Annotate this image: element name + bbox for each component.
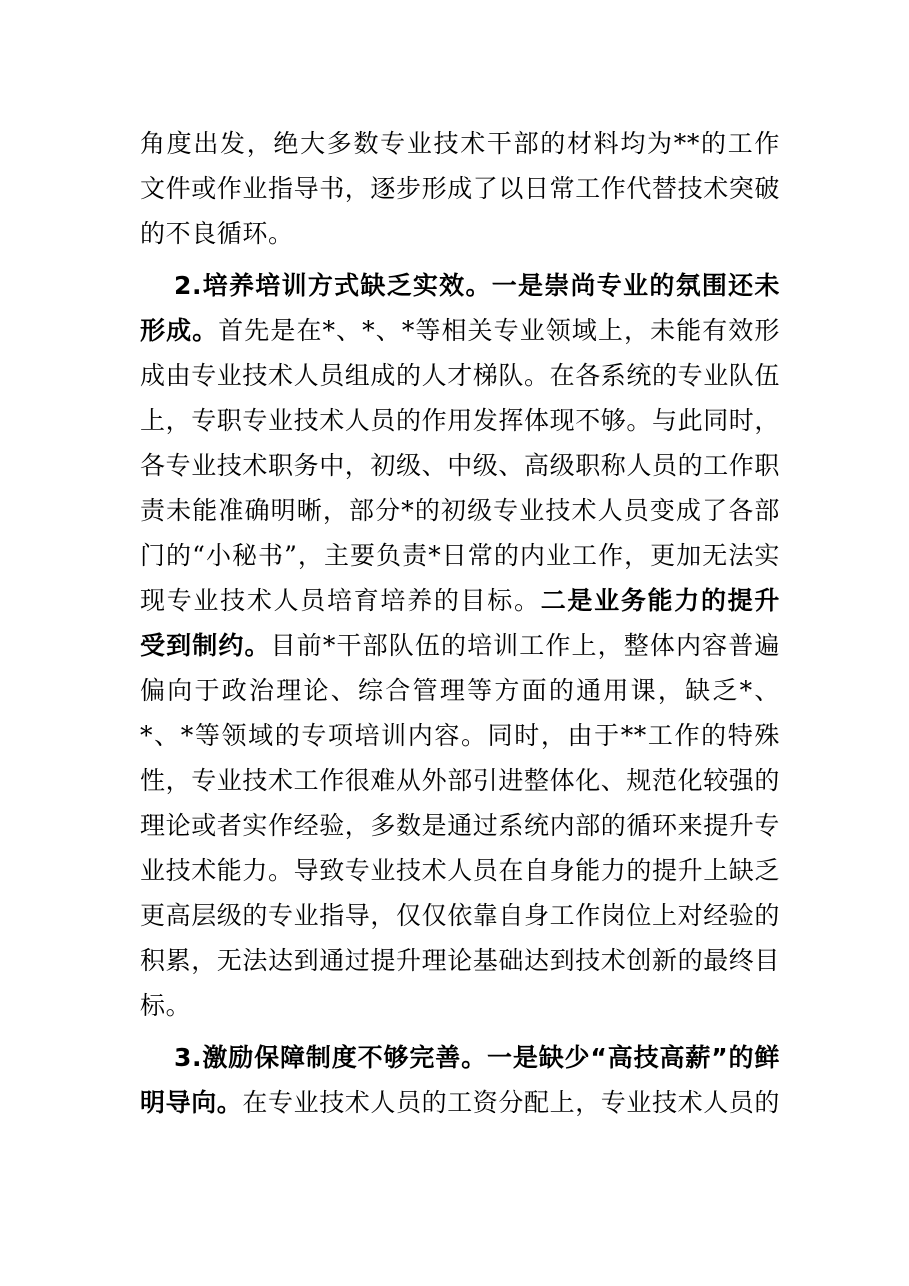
section-heading-incentive: 3.激励保障制度不够完善。一是缺少“高技高薪”的鲜明导向。 (140, 1043, 780, 1117)
paragraph-continuation (140, 121, 780, 256)
document-body (140, 121, 780, 1125)
paragraph-text: 首先是在*、*、*等相关专业领域上，未能有效形成由专业技术人员组成的人才梯队。在各系统的专业队伍上，专职专业技术人员的作用发挥体现不够。与此同时，各专业技术职务中，初级、中级、高级职称人员的工作职责未能准确明晰，部分*的初级专业技术人员变成了各部门的“小秘书”，主要负责*日常的内业工作，更加无法实现专业技术人员培育培养的目标。 (140, 316, 781, 615)
paragraph-text: 在专业技术人员的工资分配上，专业技术人员的 (242, 1088, 781, 1117)
section-heading-training: 2.培养培训方式缺乏实效。一是崇尚专业的氛围还未形成。 (140, 271, 780, 345)
paragraph-training (140, 263, 780, 1028)
paragraph-text: 目前*干部队伍的培训工作上，整体内容普遍偏向于政治理论、综合管理等方面的通用课，缺乏*、*、*等领域的专项培训内容。同时，由于**工作的特殊性，专业技术工作很难从外部引进整体化、规范化较强的理论或者实作经验，多数是通过系统内部的循环来提升专业技术能力。导致专业技术人员在自身能力的提升上缺乏更高层级的专业指导，仅仅依靠自身工作岗位上对经验的积累，无法达到通过提升理论基础达到技术创新的最终目标。 (140, 631, 781, 1020)
subheading-capability: 二是业务能力的提升受到制约。 (140, 586, 780, 660)
paragraph-incentive (140, 1035, 780, 1125)
paragraph-text: 角度出发，绝大多数专业技术干部的材料均为**的工作文件或作业指导书，逐步形成了以日常工作代替技术突破的不良循环。 (140, 129, 781, 248)
